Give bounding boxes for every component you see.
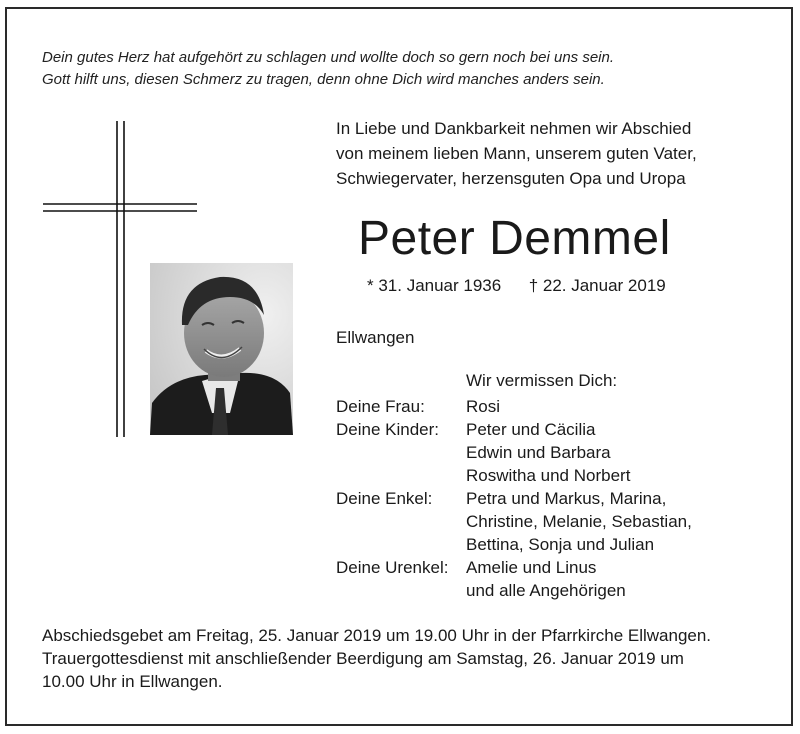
family-row [336, 510, 692, 533]
family-names: Edwin und Barbara [466, 443, 611, 462]
miss-heading: Wir vermissen Dich: [466, 371, 618, 390]
family-names: Rosi [466, 397, 501, 416]
family-relation: Deine Kinder: [336, 420, 440, 439]
verse-line: Dein gutes Herz hat aufgehört zu schlagen und wollte doch so gern noch bei uns sein. [42, 49, 615, 66]
death-date: † 22. Januar 2019 [528, 276, 666, 295]
family-names: Peter und Cäcilia [466, 420, 596, 439]
family-relation [336, 441, 466, 464]
verse-line: Gott hilft uns, diesen Schmerz zu tragen, denn ohne Dich wird manches anders sein. [42, 71, 605, 88]
intro-line: Schwiegervater, herzensguten Opa und Uropa [336, 169, 686, 188]
family-names: Bettina, Sonja und Julian [466, 535, 655, 554]
birth-date: * 31. Januar 1936 [367, 276, 502, 295]
intro-line: von meinem lieben Mann, unserem guten Vater, [336, 144, 697, 163]
service-info [42, 624, 711, 693]
family-names: Christine, Melanie, Sebastian, [466, 512, 692, 531]
family-relation: Deine Enkel: [336, 489, 433, 508]
family-relation [336, 464, 466, 487]
family-row [336, 533, 692, 556]
family-row [336, 418, 692, 441]
family-names: Petra und Markus, Marina, [466, 489, 667, 508]
family-relation [336, 579, 466, 602]
family-row [336, 556, 692, 579]
intro-text [336, 116, 697, 191]
family-row [336, 441, 692, 464]
intro-line: In Liebe und Dankbarkeit nehmen wir Abschied [336, 119, 692, 138]
family-row [336, 464, 692, 487]
service-line: Abschiedsgebet am Freitag, 25. Januar 2019 um 19.00 Uhr in der Pfarrkirche Ellwangen. [42, 626, 712, 645]
family-relation [336, 510, 466, 533]
family-row [336, 579, 692, 602]
family-relation: Deine Frau: [336, 397, 425, 416]
family-names: und alle Angehörigen [466, 581, 626, 600]
portrait-photo [150, 263, 293, 435]
service-line: 10.00 Uhr in Ellwangen. [42, 672, 223, 691]
family-names: Amelie und Linus [466, 558, 597, 577]
family-list [336, 395, 692, 602]
deceased-name: Peter Demmel [358, 212, 671, 265]
service-line: Trauergottesdienst mit anschließender Beerdigung am Samstag, 26. Januar 2019 um [42, 649, 684, 668]
residence: Ellwangen [336, 328, 415, 347]
family-relation: Deine Urenkel: [336, 558, 449, 577]
life-dates [367, 274, 666, 298]
family-row [336, 487, 692, 510]
family-row [336, 395, 692, 418]
family-relation [336, 533, 466, 556]
family-names: Roswitha und Norbert [466, 466, 631, 485]
